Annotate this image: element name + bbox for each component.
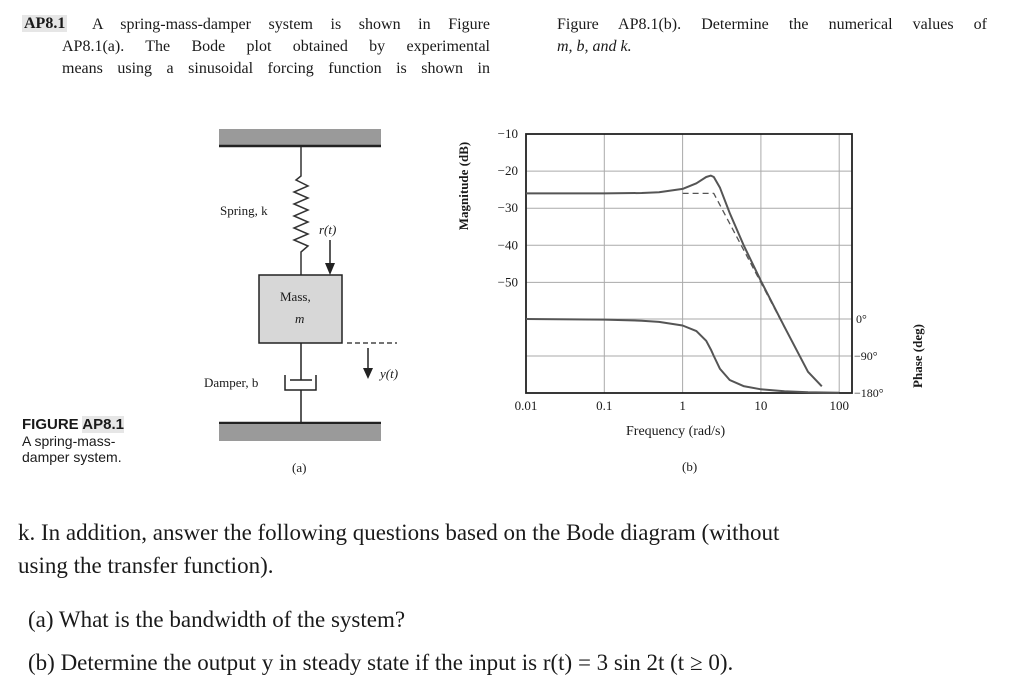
- problem-line-3: means using a sinusoidal forcing function is shown in: [62, 60, 490, 77]
- spring-label: Spring, k: [220, 203, 268, 218]
- x-tick-label: 0.1: [596, 398, 613, 413]
- phase-tick-label: −90°: [854, 349, 878, 363]
- series-magnitude-line: [526, 176, 822, 387]
- caption-line-2: damper system.: [22, 449, 122, 465]
- question-intro-2: using the transfer function).: [18, 553, 274, 578]
- y-tick-label: −50: [497, 274, 518, 290]
- plot-sublabel: (b): [682, 459, 698, 474]
- x-tick-label: 10: [754, 398, 768, 413]
- phase-axis-label: Phase (deg): [910, 324, 925, 388]
- y-tick-label: −30: [497, 200, 518, 216]
- phase-tick-label: −180°: [854, 386, 884, 400]
- problem-line-5: m, b, and k.: [557, 38, 632, 55]
- x-tick-label: 0.01: [514, 398, 538, 413]
- phase-tick-label: 0°: [856, 312, 867, 326]
- plot-frame: [526, 134, 852, 393]
- problem-line-1: A spring-mass-damper system is shown in Figure: [92, 16, 490, 33]
- problem-number-label: AP8.1: [24, 15, 66, 32]
- mass-label: Mass,: [280, 289, 311, 304]
- damper-label: Damper, b: [204, 375, 259, 390]
- question-b: (b) Determine the output y in steady state if the input is r(t) = 3 sin 2t (t ≥ 0).: [28, 650, 734, 675]
- y-axis-label: Magnitude (dB): [456, 141, 471, 231]
- force-label: r(t): [319, 222, 337, 237]
- question-a: (a) What is the bandwidth of the system?: [28, 607, 406, 632]
- caption-number: AP8.1: [82, 416, 124, 433]
- y-tick-label: −40: [497, 237, 518, 253]
- caption-prefix: FIGURE: [22, 416, 79, 433]
- y-tick-label: −20: [497, 163, 518, 179]
- x-tick-label: 1: [679, 398, 686, 413]
- diagram-sublabel: (a): [292, 460, 307, 475]
- caption-line-1: A spring-mass-: [22, 433, 116, 449]
- question-intro-1: k. In addition, answer the following questions based on the Bode diagram (without: [18, 520, 780, 545]
- problem-line-2: AP8.1(a). The Bode plot obtained by experimental: [62, 38, 490, 55]
- displacement-label: y(t): [380, 366, 399, 381]
- y-tick-label: −10: [497, 126, 518, 141]
- problem-line-4: Figure AP8.1(b). Determine the numerical values of: [557, 16, 987, 33]
- mass-symbol: m: [295, 311, 305, 326]
- x-tick-label: 100: [829, 398, 849, 413]
- series-asymptote-line: [683, 193, 785, 327]
- x-axis-label: Frequency (rad/s): [626, 424, 726, 439]
